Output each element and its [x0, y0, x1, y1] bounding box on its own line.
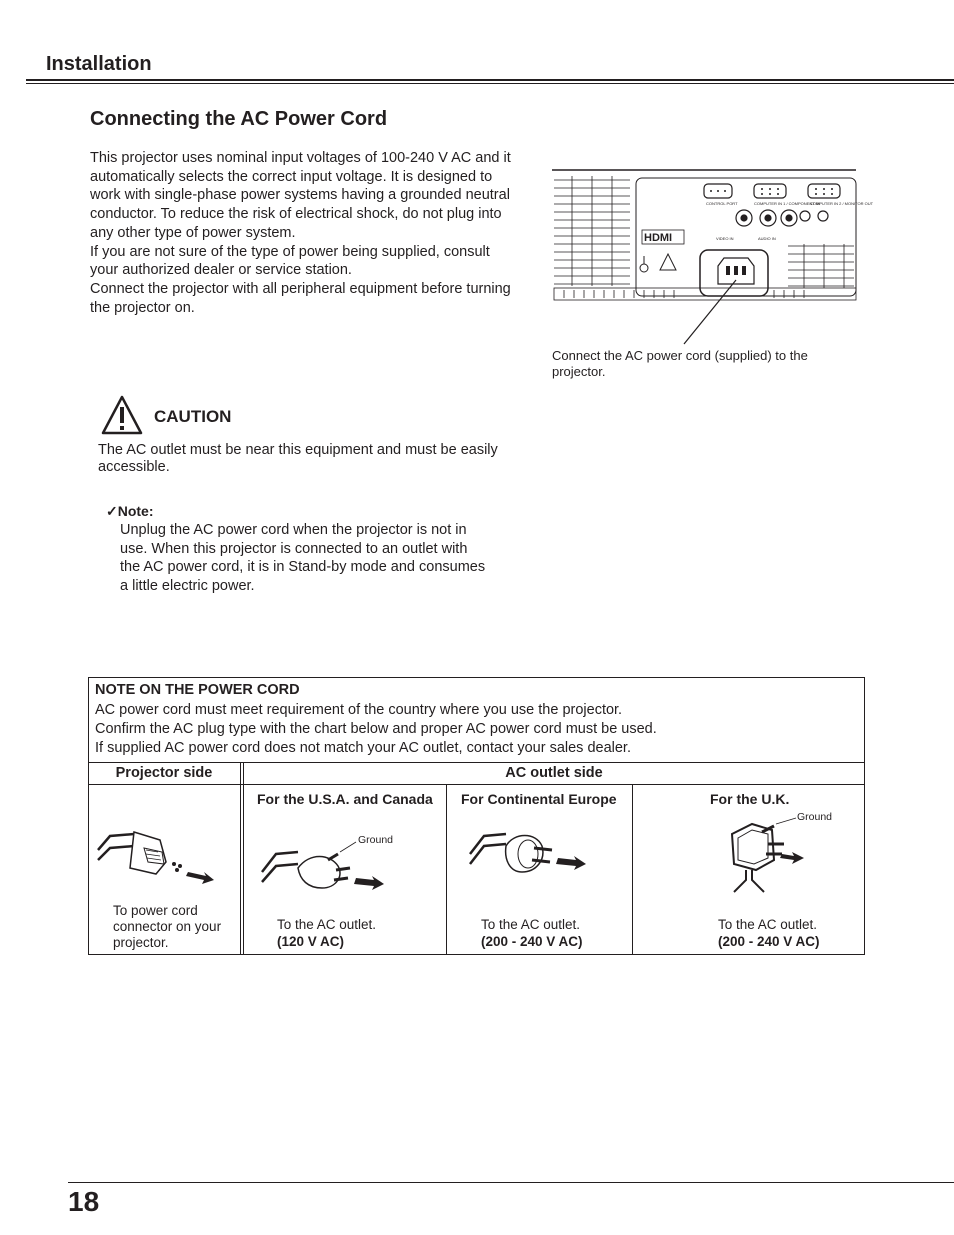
region-usa-canada: For the U.S.A. and Canada — [257, 791, 433, 807]
note-label: Note: — [117, 503, 154, 519]
table-divider — [88, 784, 865, 785]
power-cord-note-text — [95, 701, 865, 758]
column-header-projector: Projector side — [115, 765, 213, 781]
column-header-outlet: AC outlet side — [505, 765, 603, 781]
power-cord-note-line: If supplied AC power cord does not match your AC outlet, contact your sales dealer. — [95, 740, 631, 756]
outlet-text-europe: To the AC outlet. — [481, 917, 581, 932]
checkmark-icon: ✓ — [106, 503, 118, 519]
ground-label: Ground — [358, 834, 394, 846]
note-title — [106, 503, 154, 520]
power-cord-note-line: AC power cord must meet requirement of the country where you use the projector. — [95, 702, 623, 718]
voltage-usa: (120 V AC) — [277, 934, 345, 949]
header-rule — [26, 79, 954, 81]
caution-title: CAUTION — [154, 407, 232, 426]
panel-label-control: CONTROL PORT — [706, 201, 738, 206]
intro-text — [90, 149, 515, 317]
projector-side-text: To power cord connector on your projector. — [113, 903, 222, 950]
outlet-text-uk: To the AC outlet. — [718, 917, 818, 932]
caution-text: The AC outlet must be near this equipment and must be easily accessible. — [98, 442, 498, 475]
panel-label-audio-in: AUDIO IN — [758, 236, 776, 241]
uk-plug-icon — [722, 814, 812, 896]
power-cord-note-line: Confirm the AC plug type with the chart below and proper AC power cord must be used. — [95, 721, 657, 737]
power-cord-note-title: NOTE ON THE POWER CORD — [95, 682, 300, 698]
table-divider — [88, 762, 865, 763]
panel-label-computer-in1: COMPUTER IN 1 / COMPONENT IN — [754, 201, 820, 206]
projector-connector-plug-icon — [96, 826, 220, 890]
section-title: Installation — [46, 53, 152, 75]
panel-label-computer-in2: COMPUTER IN 2 / MONITOR OUT — [810, 201, 874, 206]
us-plug-icon — [258, 842, 398, 902]
hdmi-logo: HDMI — [644, 232, 673, 244]
voltage-europe: (200 - 240 V AC) — [481, 934, 583, 949]
footer-rule — [68, 1182, 954, 1183]
ground-label: Ground — [797, 811, 833, 823]
header-rule-thin — [26, 83, 954, 84]
intro-paragraph: This projector uses nominal input voltages of 100-240 V AC and it automatically selects the correct input voltage. It is designed to work with single-phase power systems having a grounded neutral conductor. To reduce the risk of electrical shock, do not plug into any other type of power system. — [90, 150, 511, 241]
note-text: Unplug the AC power cord when the projector is not in use. When this projector is connected to an outlet with the AC power cord, it is in Stand-by mode and consumes a little electric power. — [120, 522, 486, 595]
page-number: 18 — [68, 1186, 100, 1217]
page-title: Connecting the AC Power Cord — [90, 108, 388, 130]
eu-plug-icon — [466, 826, 596, 886]
projector-rear-panel-illustration — [548, 166, 874, 346]
figure-caption: Connect the AC power cord (supplied) to the projector. — [552, 348, 808, 379]
outlet-text-usa: To the AC outlet. — [277, 917, 377, 932]
intro-paragraph: If you are not sure of the type of power being supplied, consult your authorized dealer or service station. — [90, 243, 490, 279]
intro-paragraph: Connect the projector with all peripheral equipment before turning the projector on. — [90, 280, 511, 316]
table-divider — [240, 762, 241, 955]
table-divider — [446, 784, 447, 955]
table-divider — [632, 784, 633, 955]
panel-label-video-in: VIDEO IN — [716, 236, 734, 241]
warning-triangle-icon — [100, 394, 144, 436]
region-uk: For the U.K. — [710, 791, 790, 807]
region-continental-europe: For Continental Europe — [461, 791, 617, 807]
table-divider — [243, 762, 244, 955]
voltage-uk: (200 - 240 V AC) — [718, 934, 820, 949]
